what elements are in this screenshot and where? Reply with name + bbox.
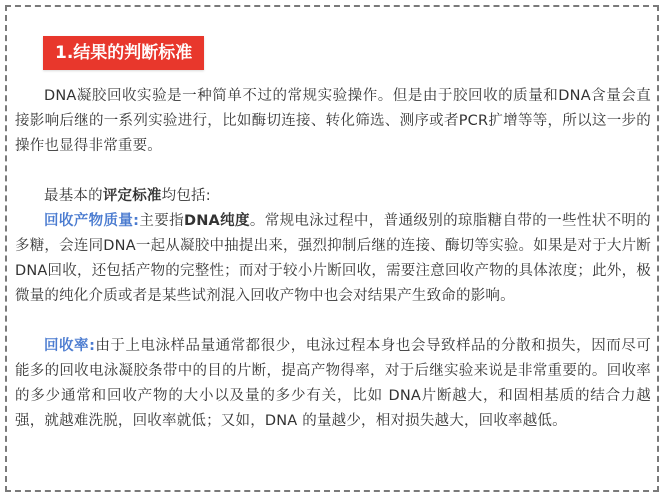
article-body <box>15 84 651 434</box>
criteria-intro-before: 最基本的 <box>44 188 103 204</box>
quality-text: 。常规电泳过程中，普通级别的琼脂糖自带的一些性状不明的多糖，会连同DNA一起从凝胶中抽提出来，强烈抑制后继的连接、酶切等实验。如果是对于大片断DNA回收，还包括产物的完整性；而对于较小片断回收，需要注意回收产物的具体浓度；此外，极微量的纯化介质或者是某些试剂混入回收产物中也会对结果产生致命的影响。 <box>15 213 651 304</box>
quality-label: 回收产物质量: <box>44 213 140 229</box>
criteria-intro-after: 均包括: <box>161 188 211 204</box>
recovery-paragraph <box>15 334 651 434</box>
section-heading: 1.结果的判断标准 <box>43 36 204 70</box>
paragraph-gap <box>15 159 651 184</box>
recovery-label: 回收率: <box>44 338 96 354</box>
quality-bold-term: DNA纯度 <box>183 213 250 229</box>
intro-paragraph: DNA凝胶回收实验是一种简单不过的常规实验操作。但是由于胶回收的质量和DNA含量会直接影响后继的一系列实验进行，比如酶切连接、转化筛选、测序或者PCR扩增等等，所以这一步的操作也显得非常重要。 <box>15 88 651 154</box>
quality-paragraph <box>15 209 651 309</box>
quality-lead: 主要指 <box>139 213 184 229</box>
criteria-intro-paragraph <box>15 184 651 209</box>
paragraph-gap <box>15 309 651 334</box>
criteria-bold-term: 评定标准 <box>102 188 162 204</box>
recovery-text: 由于上电泳样品量通常都很少，电泳过程本身也会导致样品的分散和损失，因而尽可能多的回收电泳凝胶条带中的目的片断，提高产物得率，对于后继实验来说是非常重要的。回收率的多少通常和回收产物的大小以及量的多少有关，比如 DNA片断越大，和固相基质的结合力越强，就越难洗脱，回收率就低；又如，DNA 的量越少，相对损失越大，回收率越低。 <box>15 338 651 429</box>
